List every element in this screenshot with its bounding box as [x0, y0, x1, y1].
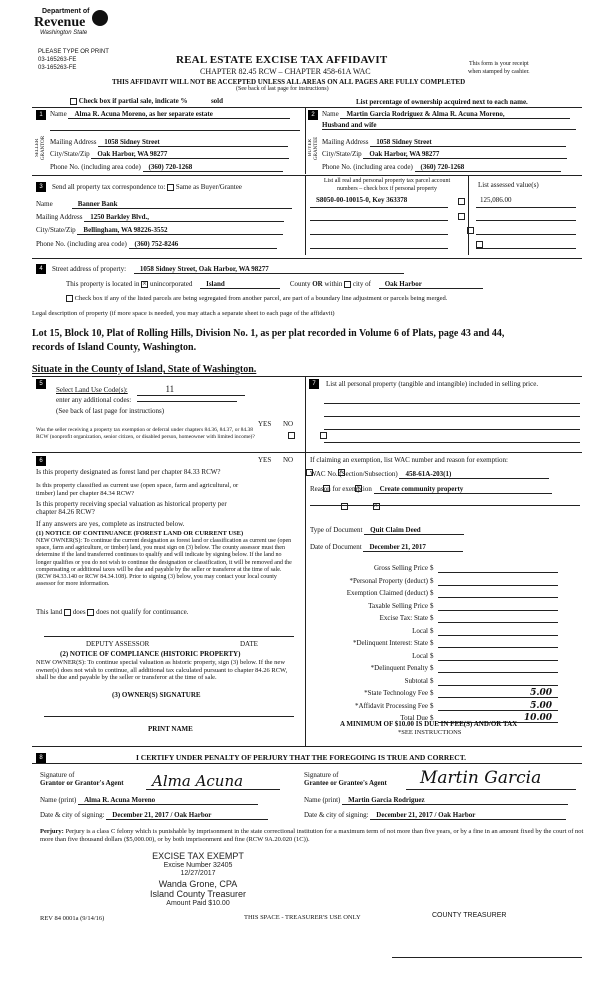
legal-label: Legal description of property (if more space is needed, you may attach a separate sheet to each page of the affidavit): [32, 310, 335, 317]
dollar-sign: $: [430, 626, 434, 635]
yes-header: YES: [258, 456, 272, 464]
tax-row-label: Total Due: [400, 714, 428, 722]
grantor-name-field[interactable]: Alma R. Acuna Moreno: [78, 796, 258, 805]
corr-name-field[interactable]: Banner Bank: [72, 200, 292, 209]
personal-property-checkbox[interactable]: [458, 213, 465, 220]
grantor-name-label: Name (print): [40, 796, 77, 804]
receipt-note: This form is your receipt: [469, 61, 529, 67]
grantor-date-field[interactable]: December 21, 2017 / Oak Harbor: [106, 811, 268, 820]
unincorporated-checkbox[interactable]: [141, 281, 148, 288]
county-treasurer-label: COUNTY TREASURER: [432, 912, 507, 919]
sold-label: sold: [210, 97, 224, 105]
seller-side-label: SELLER GRANTOR: [35, 135, 46, 161]
warning-text: THIS AFFIDAVIT WILL NOT BE ACCEPTED UNLESS ALL AREAS ON ALL PAGES ARE FULLY COMPLETED: [112, 78, 466, 86]
forest-question: Is this property designated as forest land per chapter 84.33 RCW?: [36, 468, 221, 476]
corr-city-field[interactable]: Bellingham, WA 98226-3552: [77, 226, 283, 235]
tax-row-value[interactable]: [438, 589, 558, 598]
section-number: 2: [308, 110, 318, 120]
stamp-line: Excise Number 32405: [163, 861, 233, 869]
wac-label: If claiming an exemption, list WAC number and reason for exemption:: [310, 456, 508, 464]
deputy-assessor-label: DEPUTY ASSESSOR: [86, 640, 150, 648]
same-as-buyer-checkbox[interactable]: [167, 184, 174, 191]
dollar-sign: $: [430, 701, 434, 710]
tax-row-value[interactable]: [438, 602, 558, 611]
section-number: 1: [36, 110, 46, 120]
notice1-body: NEW OWNER(S): To continue the current designation as forest land or classification as current use (open space, farm and agriculture, or timber) land, you must sign on (3) below. The county assessor must then determine if the land transferred continues to qualify and will indicate by signing below. If the land no longer qualifies or you do not wish to continue the designation or classification, it will be removed and the compensating or additional taxes will be due and payable by the seller or transferor at the time of sale. (RCW 84.33.140 or RCW 84.34.108). Prior to signing (3) below, you may contact your local county assessor for more information.: [36, 538, 292, 588]
within-city-checkbox[interactable]: [344, 281, 351, 288]
tax-row-label: *Delinquent Penalty: [370, 664, 428, 672]
corr-mailing-field[interactable]: 1250 Barkley Blvd.,: [84, 213, 284, 222]
parcel-header: numbers – check box if personal property: [337, 186, 437, 192]
tax-row: [320, 664, 570, 675]
minimum-note: A MINIMUM OF $10.00 IS DUE IN FEE(S) AND/OR TAX: [340, 720, 518, 728]
tax-row-value[interactable]: 5.00: [438, 689, 558, 698]
dollar-sign: $: [430, 664, 434, 672]
grantee-date-label: Date & city of signing:: [304, 811, 369, 819]
buyer-name-field[interactable]: Martin Garcia Rodriguez & Alma R. Acuna Moreno,: [340, 110, 570, 119]
tax-row-value[interactable]: [438, 664, 558, 673]
agency-label: Department of: [42, 8, 90, 15]
grantor-sig-label: Grantor or Grantor's Agent: [40, 779, 124, 787]
buyer-city-label: City/State/Zip: [322, 150, 362, 158]
form-subtitle: CHAPTER 82.45 RCW – CHAPTER 458-61A WAC: [200, 67, 371, 76]
grantee-sig-label: Signature of: [304, 771, 339, 779]
dollar-sign: $: [430, 676, 434, 685]
correspondence-section: [32, 178, 304, 258]
parcel-account-field[interactable]: S8050-00-10015-0, Key 363378: [316, 196, 408, 204]
personal-property-checkbox[interactable]: [458, 198, 465, 205]
buyer-mailing-field[interactable]: 1058 Sidney Street: [370, 138, 566, 147]
buyer-phone-label: Phone No. (including area code): [322, 163, 413, 171]
dollar-sign: $: [430, 601, 434, 610]
or-label: OR: [312, 280, 323, 288]
see-back-note: (See back of last page for instructions): [56, 407, 165, 415]
doc-date-field[interactable]: December 21, 2017: [363, 543, 463, 552]
does-qualify-checkbox[interactable]: [64, 609, 71, 616]
treasurer-space-label: THIS SPACE - TREASURER'S USE ONLY: [244, 914, 361, 921]
wac-no-label: WAC No. (Section/Subsection): [310, 470, 398, 478]
section-number: 6: [36, 456, 46, 466]
tax-row-label: Local: [412, 651, 428, 660]
tax-row-label: Subtotal: [404, 676, 428, 685]
tax-row-label: Gross Selling Price: [373, 564, 428, 572]
notice1-title: (1) NOTICE OF CONTINUANCE (FOREST LAND OR CURRENT USE): [36, 530, 244, 537]
notice2-body: NEW OWNER(S): To continue special valuation as historic property, sign (3) below. If the new owner(s) does not wish to continue, all additional tax calculated pursuant to chapter 84.26 RCW, shall be due and payable by the seller or transferor at the time of sale.: [36, 659, 288, 681]
same-as-buyer-label: Same as Buyer/Grantee: [175, 183, 242, 191]
tax-row-value[interactable]: [438, 614, 558, 623]
grantee-name-label: Name (print): [304, 796, 341, 804]
seller-city-field[interactable]: Oak Harbor, WA 98277: [91, 150, 289, 159]
no-header: NO: [282, 420, 294, 428]
tax-row-label: Excise Tax: State: [379, 614, 428, 622]
city-of-label: city of: [352, 280, 371, 288]
doc-date-label: Date of Document: [310, 543, 362, 551]
grantor-signature[interactable]: Alma Acuna: [152, 772, 244, 790]
corr-mailing-label: Mailing Address: [36, 213, 83, 221]
print-note: PLEASE TYPE OR PRINT: [38, 49, 109, 55]
partial-sale-checkbox[interactable]: [70, 98, 77, 105]
tax-row-label: *State Technology Fee: [364, 689, 428, 697]
logo-swoosh-icon: [92, 10, 108, 26]
tax-row-value[interactable]: 10.00: [438, 714, 558, 723]
stamp-line: 12/27/2017: [180, 870, 216, 878]
grantee-signature[interactable]: Martin Garcia: [420, 768, 542, 788]
exemption-question: Was the seller receiving a property tax exemption or deferral under chapters 84.36, 84.37, or 84.38 RCW (nonprofit organization, senior citizen, or disabled person, homeowner with limited income)?: [36, 427, 255, 440]
tax-row-value[interactable]: [438, 577, 558, 586]
doc-number: 03-165263-FE: [38, 65, 77, 71]
city-field[interactable]: Oak Harbor: [379, 280, 483, 289]
tax-row-value[interactable]: [438, 639, 558, 648]
exemption-yes-checkbox[interactable]: [288, 432, 295, 439]
date-label: DATE: [240, 640, 258, 648]
additional-codes-label: enter any additional codes:: [56, 396, 132, 404]
tax-row-label: Local: [412, 626, 428, 635]
doc-number: 03-165263-FE: [38, 57, 77, 63]
stamp-line: Island County Treasurer: [149, 889, 247, 900]
county-label: County: [289, 280, 311, 288]
ownership-note: List percentage of ownership acquired next to each name.: [356, 98, 528, 106]
within-label: within: [324, 280, 343, 288]
buyer-name-field-2[interactable]: Husband and wife: [322, 121, 576, 130]
tax-row-value[interactable]: [438, 564, 558, 573]
land-use-field[interactable]: 11: [137, 384, 245, 396]
dollar-sign: $: [430, 689, 434, 697]
grantor-sig-label: Signature of: [40, 771, 75, 779]
instructions-note: (See back of last page for instructions): [236, 86, 329, 92]
street-label: Street address of property:: [52, 265, 127, 273]
does-not-qualify-checkbox[interactable]: [87, 609, 94, 616]
form-title: REAL ESTATE EXCISE TAX AFFIDAVIT: [176, 54, 388, 66]
grantee-sig-label: Grantee or Grantee's Agent: [304, 779, 387, 787]
section-number: 8: [36, 753, 46, 763]
yes-header: YES: [258, 420, 272, 428]
grantee-name-field[interactable]: Martin Garcia Rodriguez: [342, 796, 568, 805]
certify-text: I CERTIFY UNDER PENALTY OF PERJURY THAT THE FOREGOING IS TRUE AND CORRECT.: [136, 753, 467, 762]
unincorporated-label: unincorporated: [149, 280, 193, 288]
seller-name-label: Name: [50, 110, 67, 118]
buyer-section: [306, 108, 582, 174]
exemption-no-checkbox[interactable]: [320, 432, 327, 439]
owner-signature-label: (3) OWNER(S) SIGNATURE: [112, 691, 201, 699]
section-number: 7: [309, 379, 319, 389]
dollar-sign: $: [430, 576, 434, 585]
dollar-sign: $: [430, 589, 434, 597]
assessed-header: List assessed value(s): [478, 181, 539, 189]
buyer-city-field[interactable]: Oak Harbor, WA 98277: [363, 150, 567, 159]
tax-row: [320, 639, 570, 650]
qualify-label: This land: [36, 608, 63, 616]
section-number: 3: [36, 182, 46, 192]
buyer-name-label: Name: [322, 110, 339, 118]
tax-row: [320, 564, 570, 575]
stamp-line: Wanda Grone, CPA: [158, 878, 238, 889]
current-use-question: Is this property classified as current use (open space, farm and agricultural, or timber) land per chapter 84.34 RCW?: [36, 482, 239, 497]
seller-mailing-field[interactable]: 1058 Sidney Street: [98, 138, 288, 147]
buyer-phone-field[interactable]: (360) 720-1268: [415, 163, 561, 172]
receipt-note: when stamped by cashier.: [468, 69, 530, 75]
assessed-value-field[interactable]: 125,086.00: [480, 196, 512, 204]
historic-yes-checkbox[interactable]: [341, 503, 348, 510]
no-header: NO: [282, 456, 294, 464]
stamp-line: Amount Paid $10.00: [166, 900, 230, 908]
tax-row-value[interactable]: [438, 652, 558, 661]
tax-row: [320, 627, 570, 638]
does-not-label: does not qualify for continuance.: [96, 608, 189, 616]
tax-row-value[interactable]: [438, 627, 558, 636]
tax-row-label: *Affidavit Processing Fee: [355, 701, 428, 710]
doc-type-field[interactable]: Quit Claim Deed: [364, 526, 464, 535]
stamp-line: EXCISE TAX EXEMPT: [152, 851, 244, 861]
tax-row-value[interactable]: [438, 677, 558, 686]
personal-property-checkbox[interactable]: [476, 241, 483, 248]
parcel-header: List all real and personal property tax parcel account: [323, 178, 451, 184]
tax-row: [320, 677, 570, 688]
does-label: does: [72, 608, 86, 616]
corr-phone-field[interactable]: (360) 752-8246: [129, 240, 277, 249]
dollar-sign: $: [430, 714, 434, 722]
reason-label: Reason for exemption: [310, 485, 372, 493]
street-field[interactable]: 1058 Sidney Street, Oak Harbor, WA 98277: [134, 265, 404, 274]
agency-name: Revenue: [34, 15, 86, 30]
segregated-checkbox[interactable]: [66, 295, 73, 302]
perjury-text: Perjury is a class C felony which is punishable by imprisonment in the state correctional institution for a maximum term of not more than five years, or by a fine in an amount fixed by the court of not more than five thousand dollars ($5,000.00), or by both imprisonment and fine (RCW 9A.20.020 (1C)).: [40, 828, 584, 843]
tax-row: [320, 689, 570, 700]
dollar-sign: $: [430, 614, 434, 622]
tax-row: [320, 589, 570, 600]
seller-phone-field[interactable]: (360) 720-1268: [143, 163, 283, 172]
perjury-label: Perjury:: [40, 828, 64, 835]
historic-no-checkbox[interactable]: [373, 503, 380, 510]
situate-text: Situate in the County of Island, State of Washington.: [32, 364, 257, 375]
tax-row-label: Taxable Selling Price: [368, 601, 428, 610]
dollar-sign: $: [430, 564, 434, 572]
grantee-date-field[interactable]: December 21, 2017 / Oak Harbor: [370, 811, 566, 820]
segregated-label: Check box if any of the listed parcels are being segregated from another parcel, are part of a boundary line adjustment or parcels being merged.: [74, 295, 448, 302]
dor-logo: [28, 8, 108, 44]
see-instructions-note: *SEE INSTRUCTIONS: [398, 729, 462, 736]
grantor-date-label: Date & city of signing:: [40, 811, 105, 819]
print-name-label: PRINT NAME: [148, 725, 193, 733]
tax-row: [320, 614, 570, 625]
correspondence-label: Send all property tax correspondence to:: [52, 183, 166, 191]
tax-row-label: Exemption Claimed (deduct): [346, 589, 428, 597]
section-number: 5: [36, 379, 46, 389]
dollar-sign: $: [430, 639, 434, 647]
corr-city-label: City/State/Zip: [36, 226, 76, 234]
tax-row: [320, 702, 570, 713]
excise-exempt-stamp: [128, 851, 268, 909]
buyer-side-label: BUYER GRANTEE: [308, 136, 319, 160]
corr-phone-label: Phone No. (including area code): [36, 240, 127, 248]
historic-question: Is this property receiving special valuation as historical property per chapter 84.26 RCW?: [36, 500, 227, 517]
if-yes-note: If any answers are yes, complete as instructed below.: [36, 520, 185, 528]
county-field[interactable]: Island: [200, 280, 280, 289]
tax-row-value[interactable]: 5.00: [438, 702, 558, 711]
located-label: This property is located in: [66, 280, 140, 288]
buyer-mailing-label: Mailing Address: [322, 138, 369, 146]
tax-row: [320, 652, 570, 663]
legal-description: Lot 15, Block 10, Plat of Rolling Hills, Division No. 1, as per plat recorded in Volume 6 of Plats, page 43 and 44,: [32, 328, 505, 339]
wac-no-field[interactable]: 458-61A-203(1): [399, 470, 549, 479]
partial-sale-label: Check box if partial sale, indicate %: [78, 97, 188, 105]
personal-property-checkbox[interactable]: [467, 227, 474, 234]
dollar-sign: $: [430, 651, 434, 660]
doc-type-label: Type of Document: [310, 526, 363, 534]
reason-field[interactable]: Create community property: [374, 485, 552, 494]
legal-description: records of Island County, Washington.: [32, 342, 197, 353]
seller-name-field[interactable]: Alma R. Acuna Moreno, as her separate estate: [68, 110, 290, 119]
corr-name-label: Name: [36, 200, 53, 208]
tax-row-label: *Personal Property (deduct): [349, 576, 428, 585]
tax-row: [320, 577, 570, 588]
seller-mailing-label: Mailing Address: [50, 138, 97, 146]
tax-row-label: *Delinquent Interest: State: [352, 639, 428, 647]
tax-row: [320, 602, 570, 613]
seller-city-label: City/State/Zip: [50, 150, 90, 158]
agency-state: Washington State: [40, 30, 88, 36]
notice2-title: (2) NOTICE OF COMPLIANCE (HISTORIC PROPERTY): [60, 650, 241, 658]
section-number: 4: [36, 264, 46, 274]
additional-codes-field[interactable]: [137, 401, 237, 402]
revision-number: REV 84 0001a (9/14/16): [40, 915, 105, 922]
personal-property-label: List all personal property (tangible and intangible) included in selling price.: [326, 380, 539, 388]
seller-section: [32, 108, 304, 174]
seller-phone-label: Phone No. (including area code): [50, 163, 141, 171]
land-use-label: Select Land Use Code(s):: [56, 386, 128, 394]
